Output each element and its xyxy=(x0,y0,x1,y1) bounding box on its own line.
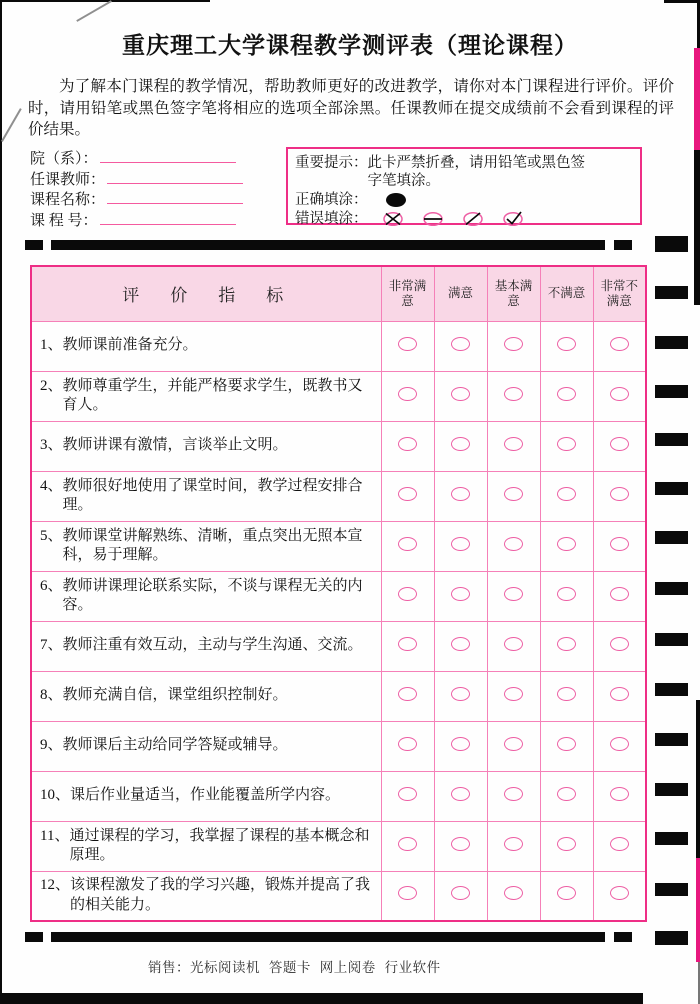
sync-dash xyxy=(25,240,43,250)
table-row xyxy=(31,871,646,921)
rating-option-cell xyxy=(381,371,434,421)
timing-mark xyxy=(655,931,688,945)
answer-bubble[interactable] xyxy=(398,487,417,501)
answer-bubble[interactable] xyxy=(398,387,417,401)
answer-bubble[interactable] xyxy=(398,837,417,851)
rating-option-cell xyxy=(487,471,540,521)
answer-bubble[interactable] xyxy=(557,837,576,851)
criteria-number: 3、 xyxy=(40,437,63,454)
criteria-number: 10、 xyxy=(40,787,71,804)
rating-option-cell xyxy=(381,771,434,821)
rating-option-cell xyxy=(593,521,646,571)
answer-bubble[interactable] xyxy=(451,337,470,351)
rating-column-header: 非常满意 xyxy=(381,266,434,321)
answer-bubble[interactable] xyxy=(451,587,470,601)
wrong-fill-examples xyxy=(380,209,526,229)
rating-column-header: 满意 xyxy=(434,266,487,321)
answer-bubble[interactable] xyxy=(504,737,523,751)
criteria-text xyxy=(40,377,377,416)
page-title: 重庆理工大学课程教学测评表（理论课程） xyxy=(122,33,578,58)
criteria-cell xyxy=(31,671,381,721)
table-header-row xyxy=(31,266,646,321)
scan-top-right-edge xyxy=(664,0,700,3)
criteria-cell xyxy=(31,571,381,621)
info-field-row xyxy=(30,168,243,189)
answer-bubble[interactable] xyxy=(610,337,629,351)
timing-mark xyxy=(655,433,688,446)
table-row xyxy=(31,471,646,521)
table-row xyxy=(31,321,646,371)
info-fields xyxy=(30,147,243,229)
criteria-number: 6、 xyxy=(40,577,63,594)
rating-option-cell xyxy=(381,671,434,721)
criteria-number: 8、 xyxy=(40,687,63,704)
rating-option-cell xyxy=(381,621,434,671)
rating-option-cell xyxy=(593,471,646,521)
answer-bubble[interactable] xyxy=(557,487,576,501)
criteria-label: 教师充满自信，课堂组织控制好。 xyxy=(62,687,288,704)
line-bubble-icon xyxy=(420,209,446,229)
criteria-label: 教师课后主动给同学答疑或辅导。 xyxy=(62,737,288,754)
answer-bubble[interactable] xyxy=(398,737,417,751)
answer-bubble[interactable] xyxy=(557,687,576,701)
rating-option-cell xyxy=(593,871,646,921)
answer-bubble[interactable] xyxy=(451,837,470,851)
rating-option-cell xyxy=(540,621,593,671)
field-label: 任课教师： xyxy=(30,171,106,188)
criteria-column-header: 评 价 指 标 xyxy=(31,266,381,321)
answer-bubble[interactable] xyxy=(398,587,417,601)
rating-option-cell xyxy=(434,721,487,771)
rating-option-cell xyxy=(540,821,593,871)
scan-artifact-line xyxy=(76,0,111,21)
answer-bubble[interactable] xyxy=(557,437,576,451)
rating-option-cell xyxy=(434,321,487,371)
answer-bubble[interactable] xyxy=(610,587,629,601)
answer-bubble[interactable] xyxy=(610,537,629,551)
rating-option-cell xyxy=(381,721,434,771)
rating-option-cell xyxy=(593,321,646,371)
rating-option-cell xyxy=(487,571,540,621)
rating-option-cell xyxy=(540,721,593,771)
rating-option-cell xyxy=(593,421,646,471)
criteria-cell xyxy=(31,371,381,421)
rating-option-cell xyxy=(540,771,593,821)
answer-bubble[interactable] xyxy=(504,387,523,401)
criteria-cell xyxy=(31,871,381,921)
rating-option-cell xyxy=(487,521,540,571)
wrong-fill-label: 错误填涂： xyxy=(295,210,368,227)
criteria-text xyxy=(40,527,377,566)
rating-option-cell xyxy=(540,421,593,471)
table-row xyxy=(31,571,646,621)
evaluation-table xyxy=(30,265,647,922)
criteria-label: 教师课前准备充分。 xyxy=(62,337,198,354)
rating-option-cell xyxy=(593,571,646,621)
sync-bar xyxy=(51,932,605,942)
criteria-number: 9、 xyxy=(40,737,63,754)
sync-bar xyxy=(51,240,605,250)
answer-bubble[interactable] xyxy=(610,737,629,751)
field-input-line[interactable] xyxy=(107,190,243,204)
rating-column-header: 基本满意 xyxy=(487,266,540,321)
rating-option-cell xyxy=(540,671,593,721)
criteria-label: 该课程激发了我的学习兴趣，锻炼并提高了我的相关能力。 xyxy=(70,877,371,913)
info-field-row xyxy=(30,209,243,230)
wrong-fill-row xyxy=(295,209,633,228)
criteria-number: 4、 xyxy=(40,477,63,494)
timing-mark xyxy=(655,286,688,299)
criteria-text xyxy=(40,336,377,356)
scan-left-edge xyxy=(0,0,2,1004)
rating-option-cell xyxy=(434,821,487,871)
timing-mark xyxy=(655,633,688,646)
field-input-line[interactable] xyxy=(107,170,243,184)
answer-bubble[interactable] xyxy=(557,537,576,551)
rating-option-cell xyxy=(381,471,434,521)
info-field-row xyxy=(30,188,243,209)
criteria-number: 1、 xyxy=(40,337,63,354)
answer-bubble[interactable] xyxy=(504,787,523,801)
criteria-label: 教师尊重学生，并能严格要求学生，既教书又育人。 xyxy=(62,377,363,413)
answer-bubble[interactable] xyxy=(610,886,629,900)
timing-mark xyxy=(655,883,688,896)
scan-bottom-edge xyxy=(2,993,643,1004)
criteria-number: 7、 xyxy=(40,637,63,654)
rating-option-cell xyxy=(540,471,593,521)
sync-dash xyxy=(614,240,632,250)
answer-bubble[interactable] xyxy=(451,687,470,701)
rating-option-cell xyxy=(593,371,646,421)
rating-option-cell xyxy=(487,371,540,421)
timing-mark xyxy=(655,783,688,796)
rating-option-cell xyxy=(487,671,540,721)
rating-option-cell xyxy=(540,521,593,571)
criteria-text xyxy=(40,436,377,456)
rating-option-cell xyxy=(487,771,540,821)
field-input-line[interactable] xyxy=(100,211,236,225)
table-row xyxy=(31,671,646,721)
cross-bubble-icon xyxy=(380,209,406,229)
table-row xyxy=(31,421,646,471)
criteria-label: 教师讲课有激情，言谈举止文明。 xyxy=(62,437,288,454)
criteria-text xyxy=(40,827,377,866)
answer-bubble[interactable] xyxy=(504,437,523,451)
criteria-text xyxy=(40,736,377,756)
answer-bubble[interactable] xyxy=(504,337,523,351)
rating-column-header: 不满意 xyxy=(540,266,593,321)
table-row xyxy=(31,521,646,571)
timing-mark xyxy=(655,832,688,845)
criteria-cell xyxy=(31,421,381,471)
notice-box xyxy=(286,147,642,225)
correct-fill-label: 正确填涂： xyxy=(295,191,368,208)
answer-bubble[interactable] xyxy=(610,387,629,401)
answer-bubble[interactable] xyxy=(557,587,576,601)
rating-option-cell xyxy=(434,471,487,521)
criteria-cell xyxy=(31,721,381,771)
rating-option-cell xyxy=(381,421,434,471)
rating-option-cell xyxy=(487,321,540,371)
answer-bubble[interactable] xyxy=(504,637,523,651)
timing-mark xyxy=(655,582,688,595)
timing-mark xyxy=(655,482,688,495)
rating-option-cell xyxy=(487,721,540,771)
vendor-footer-text: 销售：光标阅读机 答题卡 网上阅卷 行业软件 xyxy=(148,960,441,975)
criteria-cell xyxy=(31,471,381,521)
answer-bubble[interactable] xyxy=(504,886,523,900)
answer-bubble[interactable] xyxy=(610,637,629,651)
scan-artifact-line xyxy=(1,108,21,142)
intro-text: 为了解本门课程的教学情况，帮助教师更好的改进教学，请你对本门课程进行评价。评价时，请用铅笔或黑色签字笔将相应的选项全部涂黑。任课教师在提交成绩前不会看到课程的评价结果。 xyxy=(28,78,674,138)
rating-option-cell xyxy=(434,371,487,421)
answer-bubble[interactable] xyxy=(557,637,576,651)
answer-bubble[interactable] xyxy=(398,886,417,900)
rating-option-cell xyxy=(487,421,540,471)
sync-dash xyxy=(25,932,43,942)
rating-option-cell xyxy=(593,671,646,721)
notice-text: 此卡严禁折叠，请用铅笔或黑色签字笔填涂。 xyxy=(367,155,585,189)
answer-bubble[interactable] xyxy=(398,537,417,551)
timing-mark xyxy=(655,236,688,252)
rating-option-cell xyxy=(434,571,487,621)
answer-bubble[interactable] xyxy=(610,787,629,801)
criteria-cell xyxy=(31,771,381,821)
table-row xyxy=(31,721,646,771)
answer-bubble[interactable] xyxy=(451,487,470,501)
answer-bubble[interactable] xyxy=(451,637,470,651)
answer-bubble[interactable] xyxy=(504,837,523,851)
criteria-label: 教师课堂讲解熟练、清晰，重点突出无照本宣科，易于理解。 xyxy=(62,527,363,563)
scan-right-edge-segment xyxy=(694,150,700,305)
answer-bubble[interactable] xyxy=(451,437,470,451)
answer-bubble[interactable] xyxy=(451,886,470,900)
answer-bubble[interactable] xyxy=(398,337,417,351)
criteria-cell xyxy=(31,521,381,571)
rating-option-cell xyxy=(593,771,646,821)
correct-fill-row xyxy=(295,190,633,209)
rating-option-cell xyxy=(381,321,434,371)
answer-bubble[interactable] xyxy=(610,487,629,501)
rating-option-cell xyxy=(434,771,487,821)
timing-mark xyxy=(655,385,688,398)
answer-bubble[interactable] xyxy=(504,687,523,701)
notice-title: 重要提示： xyxy=(295,155,368,171)
sync-dash xyxy=(614,932,632,942)
slash-bubble-icon xyxy=(460,209,486,229)
answer-bubble[interactable] xyxy=(451,737,470,751)
criteria-text xyxy=(40,786,377,806)
criteria-number: 5、 xyxy=(40,527,63,544)
timing-mark xyxy=(655,683,688,696)
rating-column-header: 非常不满意 xyxy=(593,266,646,321)
rating-option-cell xyxy=(487,821,540,871)
criteria-label: 教师很好地使用了课堂时间，教学过程安排合理。 xyxy=(62,477,363,513)
answer-bubble[interactable] xyxy=(557,387,576,401)
rating-option-cell xyxy=(540,571,593,621)
answer-bubble[interactable] xyxy=(451,387,470,401)
answer-bubble[interactable] xyxy=(557,787,576,801)
rating-option-cell xyxy=(434,671,487,721)
field-label: 院（系）： xyxy=(30,151,98,167)
answer-bubble[interactable] xyxy=(398,687,417,701)
check-bubble-icon xyxy=(500,209,526,229)
rating-option-cell xyxy=(540,871,593,921)
table-row xyxy=(31,621,646,671)
criteria-number: 2、 xyxy=(40,377,63,394)
answer-bubble[interactable] xyxy=(610,837,629,851)
field-input-line[interactable] xyxy=(100,149,236,163)
answer-bubble[interactable] xyxy=(610,437,629,451)
rating-option-cell xyxy=(487,621,540,671)
criteria-text xyxy=(40,686,377,706)
field-label: 课 程 号： xyxy=(30,212,98,229)
criteria-text xyxy=(40,577,377,616)
criteria-label: 教师讲课理论联系实际，不谈与课程无关的内容。 xyxy=(62,577,363,613)
answer-bubble[interactable] xyxy=(557,886,576,900)
answer-bubble[interactable] xyxy=(504,487,523,501)
answer-bubble[interactable] xyxy=(557,737,576,751)
rating-option-cell xyxy=(487,871,540,921)
rating-option-cell xyxy=(593,721,646,771)
criteria-cell xyxy=(31,621,381,671)
scan-right-edge-segment xyxy=(696,700,700,858)
timing-mark xyxy=(655,531,688,544)
criteria-text xyxy=(40,477,377,516)
rating-option-cell xyxy=(381,871,434,921)
answer-bubble[interactable] xyxy=(398,787,417,801)
answer-bubble[interactable] xyxy=(451,787,470,801)
scan-top-edge xyxy=(0,0,210,2)
table-row xyxy=(31,771,646,821)
rating-option-cell xyxy=(434,421,487,471)
rating-option-cell xyxy=(381,821,434,871)
answer-bubble[interactable] xyxy=(398,437,417,451)
notice-line xyxy=(295,154,633,190)
timing-mark xyxy=(655,336,688,349)
criteria-label: 通过课程的学习，我掌握了课程的基本概念和原理。 xyxy=(69,827,370,863)
table-row xyxy=(31,821,646,871)
table-row xyxy=(31,371,646,421)
criteria-label: 课后作业量适当，作业能覆盖所学内容。 xyxy=(70,787,341,804)
info-field-row xyxy=(30,147,243,168)
rating-option-cell xyxy=(593,621,646,671)
answer-bubble[interactable] xyxy=(557,337,576,351)
answer-bubble[interactable] xyxy=(504,537,523,551)
rating-option-cell xyxy=(434,621,487,671)
rating-option-cell xyxy=(434,871,487,921)
timing-mark xyxy=(655,733,688,746)
criteria-cell xyxy=(31,321,381,371)
rating-option-cell xyxy=(381,571,434,621)
criteria-cell xyxy=(31,821,381,871)
criteria-text xyxy=(40,876,377,915)
criteria-number: 12、 xyxy=(40,877,71,894)
scan-right-edge-segment xyxy=(696,858,700,962)
rating-option-cell xyxy=(434,521,487,571)
rating-option-cell xyxy=(540,321,593,371)
filled-bubble-icon xyxy=(386,193,406,207)
answer-bubble[interactable] xyxy=(610,687,629,701)
rating-option-cell xyxy=(540,371,593,421)
criteria-text xyxy=(40,636,377,656)
answer-bubble[interactable] xyxy=(398,637,417,651)
answer-bubble[interactable] xyxy=(504,587,523,601)
answer-bubble[interactable] xyxy=(451,537,470,551)
scan-right-edge-segment xyxy=(694,48,700,150)
criteria-label: 教师注重有效互动，主动与学生沟通、交流。 xyxy=(62,637,363,654)
rating-option-cell xyxy=(381,521,434,571)
criteria-number: 11、 xyxy=(40,827,70,844)
rating-option-cell xyxy=(593,821,646,871)
field-label: 课程名称： xyxy=(30,192,106,208)
